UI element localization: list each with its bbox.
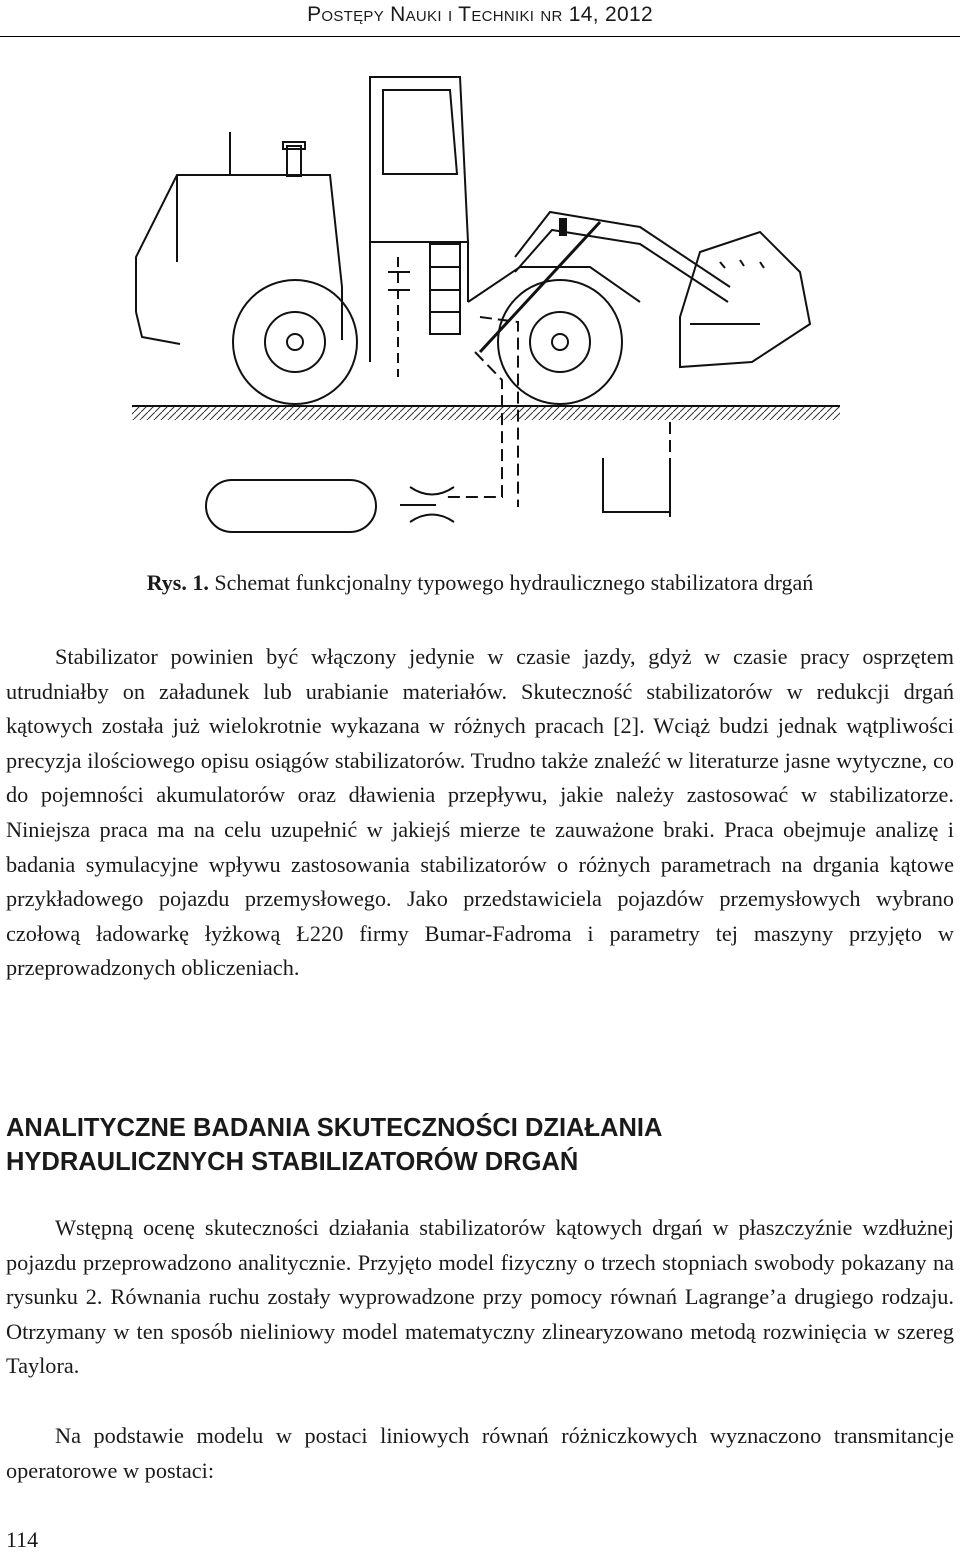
ground-hatch bbox=[132, 406, 840, 420]
section-heading-line2: HYDRAULICZNYCH STABILIZATORÓW DRGAŃ bbox=[6, 1148, 579, 1176]
hydraulic-line bbox=[445, 352, 502, 497]
front-wheel bbox=[498, 280, 622, 404]
running-header bbox=[0, 0, 960, 37]
bucket bbox=[680, 232, 810, 367]
figure-loader-schematic bbox=[120, 62, 840, 562]
accumulator bbox=[206, 480, 376, 532]
cab bbox=[370, 77, 468, 242]
body-paragraph: Na podstawie modelu w postaci liniowych równań różniczkowych wyznaczono transmitancje operatorowe w postaci: bbox=[6, 1423, 954, 1483]
section-heading bbox=[6, 1111, 954, 1179]
body-paragraph: Stabilizator powinien być włączony jedynie w czasie jazdy, gdyż w czasie pracy osprzętem utrudniałby on załadunek lub urabianie materiałów. Skuteczność stabilizatorów w redukcji drgań kątowych została już wielokrotnie wykazana w różnych pracach [2]. Wciąż budzi jednak wątpliwości precyzja ilościowego opisu osiągów stabilizatorów. Trudno także znaleźć w literaturze jasne wytyczne, co do pojemności akumulatorów oraz dławienia przepływu, jakie należy zastosować w stabilizatorze. Niniejsza praca ma na celu uzupełnić w jakiejś mierze te zauważone braki. Praca obejmuje analizę i badania symulacyjne wpływu zastosowania stabilizatorów o różnych parametrach na drgania kątowe przykładowego pojazdu przemysłowego. Jako przedstawiciela pojazdów przemysłowych wybrano czołową ładowarkę łyżkową Ł220 firmy Bumar-Fadroma i parametry tej maszyny przyjęto w przeprowadzonych obliczeniach. bbox=[6, 644, 954, 981]
caption-text: Schemat funkcjonalny typowego hydraulicznego stabilizatora drgań bbox=[208, 570, 814, 595]
caption-label: Rys. 1. bbox=[146, 570, 209, 595]
page-number: 114 bbox=[6, 1527, 39, 1552]
loader-schematic-drawing bbox=[120, 62, 840, 562]
exhaust-pipe bbox=[287, 146, 301, 176]
lift-arm bbox=[515, 212, 730, 287]
running-title: Postępy Nauki i Techniki nr 14, 2012 bbox=[307, 3, 653, 26]
figure-caption bbox=[0, 568, 960, 598]
section-heading-line1: ANALITYCZNE BADANIA SKUTECZNOŚCI DZIAŁANIA bbox=[6, 1114, 663, 1142]
body-paragraph: Wstępną ocenę skuteczności działania stabilizatorów kątowych drgań w płaszczyźnie wzdłużnej pojazdu przeprowadzono analitycznie. Przyjęto model fizyczny o trzech stopniach swobody pokazany na rysunku 2. Równania ruchu zostały wyprowadzone przy pomocy równań Lagrange’a drugiego rodzaju. Otrzymany w ten sposób nieliniowy model matematyczny zlinearyzowano metodą rozwinięcia w szereg Taylora. bbox=[6, 1215, 954, 1379]
rear-wheel bbox=[233, 280, 357, 404]
lift-cylinder bbox=[480, 222, 600, 352]
hydraulic-tank bbox=[603, 458, 670, 512]
throttle-valve bbox=[410, 487, 454, 495]
